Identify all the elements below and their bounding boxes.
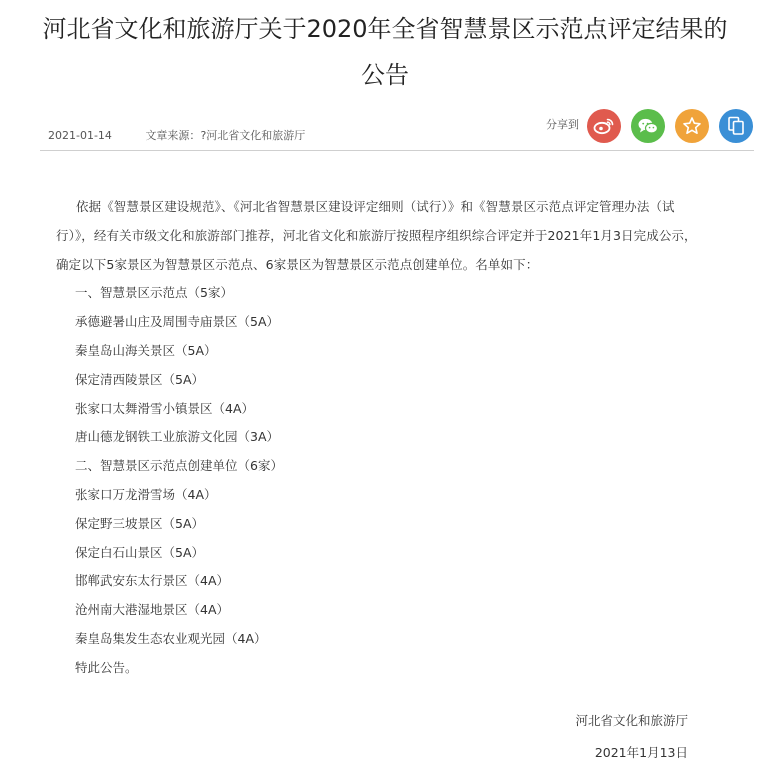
list-item: 沧州南大港湿地景区（4A） xyxy=(75,602,230,618)
article-title: 河北省文化和旅游厅关于2020年全省智慧景区示范点评定结果的公告 xyxy=(42,15,728,89)
article-meta xyxy=(48,127,305,143)
copy-icon xyxy=(727,116,745,136)
list-item: 保定白石山景区（5A） xyxy=(75,544,205,560)
list-item: 唐山德龙钢铁工业旅游文化园（3A） xyxy=(75,429,280,445)
article-body xyxy=(56,193,704,683)
list-item: 秦皇岛山海关景区（5A） xyxy=(75,342,217,358)
closing-line: 特此公告。 xyxy=(75,659,138,675)
share-wechat-button[interactable] xyxy=(631,109,665,143)
wechat-icon xyxy=(637,117,659,135)
publish-date: 2021-01-14 xyxy=(48,129,112,142)
share-bar xyxy=(546,108,753,144)
list-item: 承德避暑山庄及周围寺庙景区（5A） xyxy=(75,314,280,330)
list-item: 秦皇岛集发生态农业观光园（4A） xyxy=(75,630,267,646)
weibo-icon xyxy=(593,117,615,135)
signature-date: 2021年1月13日 xyxy=(594,745,688,760)
list-item: 张家口太舞滑雪小镇景区（4A） xyxy=(75,400,255,416)
share-favorite-button[interactable] xyxy=(675,109,709,143)
header-divider xyxy=(40,150,754,151)
share-label: 分享到 xyxy=(546,118,579,131)
intro-paragraph: 依据《智慧景区建设规范》、《河北省智慧景区建设评定细则（试行）》和《智慧景区示范点评定管理办法（试行）》，经有关市级文化和旅游部门推荐，河北省文化和旅游厅按照程序组织综合评定并于2021年1月3日完成公示，确定以下5家景区为智慧景区示范点、6家景区为智慧景区示范点创建单位。名单如下： xyxy=(56,199,697,272)
section-heading-candidates: 二、智慧景区示范点创建单位（6家） xyxy=(75,458,283,474)
list-item: 张家口万龙滑雪场（4A） xyxy=(75,486,217,502)
source-name: ?河北省文化和旅游厅 xyxy=(200,129,306,142)
share-copy-button[interactable] xyxy=(719,109,753,143)
star-icon xyxy=(682,116,702,136)
list-item: 保定野三坡景区（5A） xyxy=(75,515,205,531)
signature-organization: 河北省文化和旅游厅 xyxy=(575,713,688,728)
list-item: 邯郸武安东太行景区（4A） xyxy=(75,573,230,589)
section-heading-demonstration: 一、智慧景区示范点（5家） xyxy=(75,285,233,301)
source-label: 文章来源： xyxy=(145,129,201,142)
share-weibo-button[interactable] xyxy=(587,109,621,143)
list-item: 保定清西陵景区（5A） xyxy=(75,371,205,387)
